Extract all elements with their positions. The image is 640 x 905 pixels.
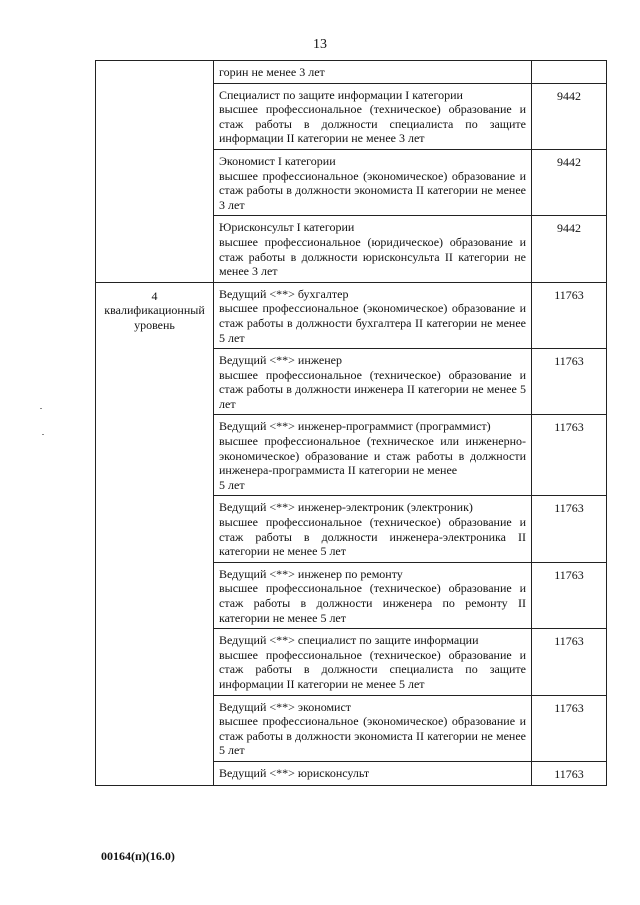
position-title: горин не менее 3 лет bbox=[219, 65, 325, 79]
salary-cell: 11763 bbox=[532, 761, 607, 785]
position-description-cell bbox=[214, 149, 532, 215]
salary-cell: 11763 bbox=[532, 349, 607, 415]
qualification-salary-table bbox=[95, 60, 607, 786]
position-description-cell bbox=[214, 61, 532, 84]
salary-cell: 11763 bbox=[532, 415, 607, 496]
salary-cell: 11763 bbox=[532, 496, 607, 562]
salary-cell: 11763 bbox=[532, 695, 607, 761]
scan-speck bbox=[42, 434, 44, 435]
salary-cell: 9442 bbox=[532, 83, 607, 149]
position-requirement: высшее профессиональное (техническое или инженерно-экономическое) образование и стаж работы в должности инженера-программиста II категории не менее bbox=[219, 434, 526, 478]
scan-speck bbox=[40, 408, 42, 409]
position-description-cell bbox=[214, 629, 532, 695]
qualification-level-cell bbox=[96, 61, 214, 283]
position-title: Ведущий <**> бухгалтер bbox=[219, 286, 349, 301]
position-title: Ведущий <**> экономист bbox=[219, 699, 352, 714]
position-requirement: высшее профессиональное (техническое) образование и стаж работы в должности инженера по ремонту II категории не менее 5 лет bbox=[219, 581, 526, 625]
table-body bbox=[96, 61, 607, 786]
page-number: 13 bbox=[313, 37, 327, 52]
position-title: Ведущий <**> специалист по защите информации bbox=[219, 633, 479, 648]
position-description-cell bbox=[214, 282, 532, 348]
position-description-cell bbox=[214, 695, 532, 761]
position-title: Ведущий <**> инженер bbox=[219, 353, 342, 368]
position-requirement: высшее профессиональное (экономическое) образование и стаж работы в должности экономиста II категории не менее 5 лет bbox=[219, 714, 526, 758]
salary-cell: 9442 bbox=[532, 149, 607, 215]
position-requirement: высшее профессиональное (техническое) образование и стаж работы в должности инженера II категории не менее 5 лет bbox=[219, 367, 526, 411]
salary-cell: 11763 bbox=[532, 282, 607, 348]
position-requirement: высшее профессиональное (юридическое) образование и стаж работы в должности юрисконсульта II категории не менее 3 лет bbox=[219, 234, 526, 279]
position-requirement: высшее профессиональное (экономическое) образование и стаж работы в должности экономиста II категории не менее 3 лет bbox=[219, 168, 526, 212]
position-title: Специалист по защите информации I категории bbox=[219, 87, 463, 102]
position-description-cell bbox=[214, 349, 532, 415]
position-requirement: высшее профессиональное (техническое) образование и стаж работы в должности специалиста по защите информации II категории не менее 3 лет bbox=[219, 102, 526, 146]
position-requirement: высшее профессиональное (техническое) образование и стаж работы в должности специалиста по защите информации II категории не менее 5 лет bbox=[219, 647, 526, 691]
qualification-level-cell: 4 квалификационный уровень bbox=[96, 282, 214, 785]
salary-cell: 9442 bbox=[532, 216, 607, 282]
table-row bbox=[96, 282, 607, 348]
position-description-cell bbox=[214, 562, 532, 628]
position-description-cell bbox=[214, 415, 532, 496]
position-description-cell bbox=[214, 496, 532, 562]
salary-cell bbox=[532, 61, 607, 84]
position-title: Экономист I категории bbox=[219, 153, 336, 168]
position-description-cell bbox=[214, 216, 532, 282]
position-title: Ведущий <**> инженер-программист (программист) bbox=[219, 419, 491, 434]
position-title: Ведущий <**> инженер-электроник (электроник) bbox=[219, 500, 473, 515]
position-description-cell bbox=[214, 761, 532, 785]
salary-cell: 11763 bbox=[532, 629, 607, 695]
table-row bbox=[96, 61, 607, 84]
document-code: 00164(п)(16.0) bbox=[101, 849, 175, 863]
position-requirement: 5 лет bbox=[219, 477, 245, 492]
position-title: Ведущий <**> юрисконсульт bbox=[219, 765, 370, 780]
position-requirement: высшее профессиональное (экономическое) образование и стаж работы в должности бухгалтера II категории не менее 5 лет bbox=[219, 301, 526, 345]
position-requirement: высшее профессиональное (техническое) образование и стаж работы в должности инженера-электроника II категории не менее 5 лет bbox=[219, 515, 526, 559]
position-title: Ведущий <**> инженер по ремонту bbox=[219, 566, 403, 581]
position-description-cell bbox=[214, 83, 532, 149]
position-title: Юрисконсульт I категории bbox=[219, 220, 355, 235]
salary-cell: 11763 bbox=[532, 562, 607, 628]
